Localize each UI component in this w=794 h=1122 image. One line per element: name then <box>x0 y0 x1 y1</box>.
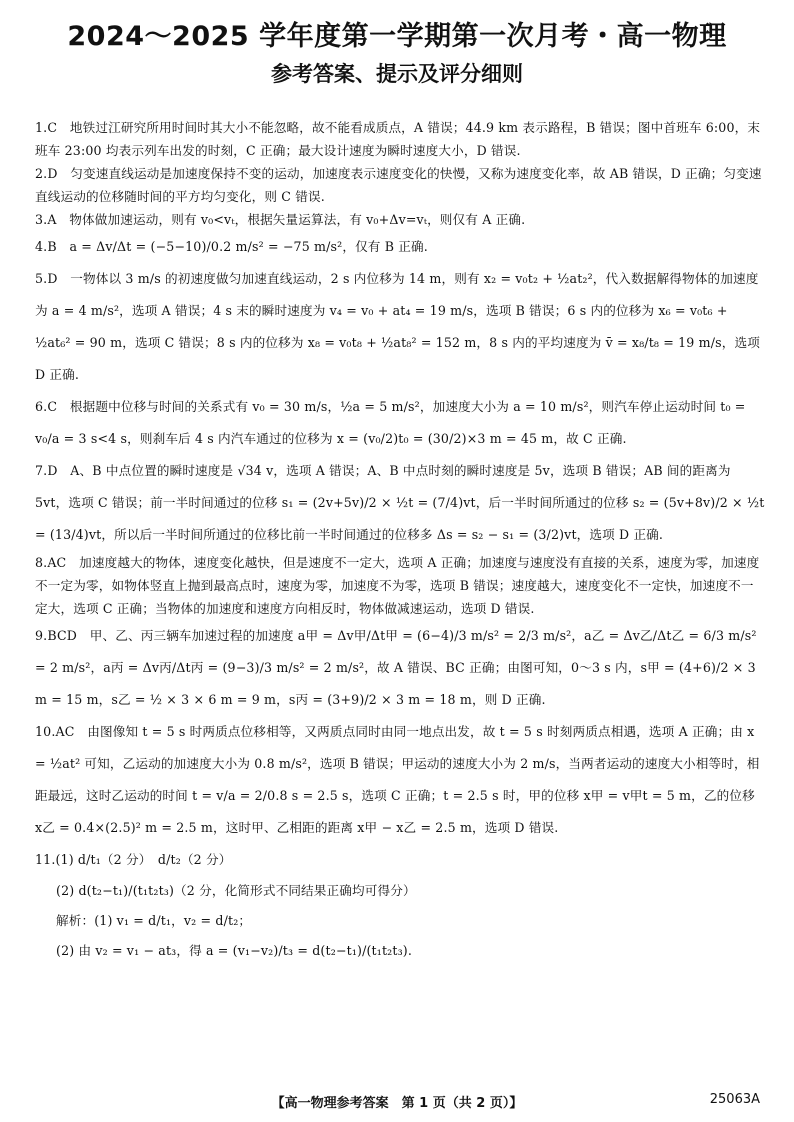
page-title: 2024～2025 学年度第一学期第一次月考・高一物理 <box>67 21 727 52</box>
answer-11-analysis-2: (2) 由 v₂ = v₁ − at₃，得 a = (v₁−v₂)/t₃ = d(t₂−t₁)/(t₁t₂t₃). <box>56 943 412 958</box>
answer-10: 10.AC 由图像知 t = 5 s 时两质点位移相等，又两质点同时由同一地点出发，故 t = 5 s 时刻两质点相遇，选项 A 正确；由 x = ½at² 可知，乙运动的加速度大小为 0.8 m/s²，选项 B 错误；甲运动的速度大小为 2 m/s，当两者运动的速度大小相等时，相距最远，这时乙运动的时间 t = v/a = 2/0.8 s = 2.5 s，选项 C 正确；t = 2.5 s 时，甲的位移 x甲 = v甲t = 5 m，乙的位移 x乙 = 0.4×(2.5)² m = 2.5 m，这时甲、乙相距的距离 x甲 − x乙 = 2.5 m，选项 D 错误. <box>35 724 760 835</box>
answer-2: 2.D 匀变速直线运动是加速度保持不变的运动，加速度表示速度变化的快慢，又称为速度变化率，故 AB 错误，D 正确；匀变速直线运动的位移随时间的平方均匀变化，则 C 错误. <box>35 166 762 204</box>
answer-1: 1.C 地铁过江研究所用时间时其大小不能忽略，故不能看成质点，A 错误；44.9 km 表示路程，B 错误；图中首班车 6:00，末班车 23:00 均表示列车出发的时刻，C 正确；最大设计速度为瞬时速度大小，D 错误. <box>35 120 761 158</box>
answer-5: 5.D 一物体以 3 m/s 的初速度做匀加速直线运动，2 s 内位移为 14 m，则有 x₂ = v₀t₂ + ½at₂²，代入数据解得物体的加速度为 a = 4 m/s²，选项 A 错误；4 s 末的瞬时速度为 v₄ = v₀ + at₄ = 19 m/s，选项 B 错误；6 s 内的位移为 x₆ = v₀t₆ + ½at₆² = 90 m，选项 C 错误；8 s 内的位移为 x₈ = v₀t₈ + ½at₈² = 152 m，8 s 内的平均速度为 v̄ = x₈/t₈ = 19 m/s，选项 D 正确. <box>35 271 760 382</box>
document-code: 25063A <box>709 1092 760 1107</box>
answer-9: 9.BCD 甲、乙、丙三辆车加速过程的加速度 a甲 = Δv甲/Δt甲 = (6−4)/3 m/s² = 2/3 m/s²，a乙 = Δv乙/Δt乙 = 6/3 m/s² = 2 m/s²，a丙 = Δv丙/Δt丙 = (9−3)/3 m/s² = 2 m/s²，故 A 错误、BC 正确；由图可知，0～3 s 内，s甲 = (4+6)/2 × 3 m = 15 m，s乙 = ½ × 3 × 6 m = 9 m，s丙 = (3+9)/2 × 3 m = 18 m，则 D 正确. <box>35 628 757 707</box>
page-footer: 【高一物理参考答案 第 1 页（共 2 页）】 <box>271 1096 523 1111</box>
answer-7: 7.D A、B 中点位置的瞬时速度是 √34 v，选项 A 错误；A、B 中点时刻的瞬时速度是 5v，选项 B 错误；AB 间的距离为 5vt，选项 C 错误；前一半时间通过的位移 s₁ = (2v+5v)/2 × ½t = (7/4)vt，后一半时间所通过的位移 s₂ = (5v+8v)/2 × ½t = (13/4)vt，所以后一半时间所通过的位移比前一半时间通过的位移多 Δs = s₂ − s₁ = (3/2)vt，选项 D 正确. <box>35 463 765 542</box>
answer-list <box>35 116 765 966</box>
answer-3: 3.A 物体做加速运动，则有 v₀<vₜ，根据矢量运算法，有 v₀+Δv=vₜ，则仅有 A 正确. <box>35 212 526 227</box>
answer-11-part2: (2) d(t₂−t₁)/(t₁t₂t₃)（2 分，化简形式不同结果正确均可得分） <box>56 883 416 898</box>
answer-6: 6.C 根据题中位移与时间的关系式有 v₀ = 30 m/s，½a = 5 m/s²，加速度大小为 a = 10 m/s²，则汽车停止运动时间 t₀ = v₀/a = 3 s<4 s，则刹车后 4 s 内汽车通过的位移为 x = (v₀/2)t₀ = (30/2)×3 m = 45 m，故 C 正确. <box>35 399 746 446</box>
answer-11-analysis-1: 解析：(1) v₁ = d/t₁，v₂ = d/t₂； <box>56 913 252 928</box>
answer-11-part1: 11.(1) d/t₁（2 分） d/t₂（2 分） <box>35 852 232 867</box>
page-subtitle: 参考答案、提示及评分细则 <box>271 62 523 86</box>
answer-4: 4.B a = Δv/Δt = (−5−10)/0.2 m/s² = −75 m/s²，仅有 B 正确. <box>35 239 428 254</box>
answer-8: 8.AC 加速度越大的物体，速度变化越快，但是速度不一定大，选项 A 正确；加速度与速度没有直接的关系，速度为零，加速度不一定为零，如物体竖直上抛到最高点时，速度为零，加速度不为零，选项 B 错误；速度越大，速度变化不一定快，加速度不一定大，选项 C 正确；当物体的加速度和速度方向相反时，物体做减速运动，选项 D 错误. <box>35 555 760 616</box>
